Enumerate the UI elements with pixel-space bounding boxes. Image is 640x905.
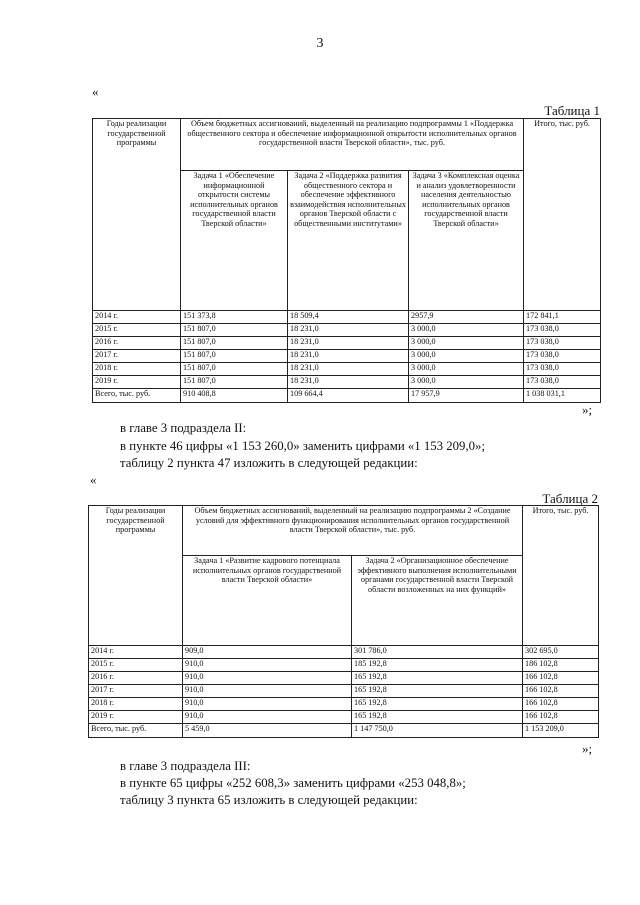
value-cell: 910,0	[183, 659, 352, 672]
total-cell: 172 841,1	[524, 311, 601, 324]
value-cell: 165 192,8	[352, 672, 523, 685]
table-row	[93, 350, 601, 363]
table-row	[93, 337, 601, 350]
total-cell: 302 695,0	[523, 646, 599, 659]
table-row	[93, 311, 601, 324]
table2-task-2: Задача 2 «Организационное обеспечение эффективного выполнения исполнительными органами государственной власти Тверской области возложенных на них функций»	[352, 556, 523, 646]
year-cell: 2018 г.	[93, 363, 181, 376]
value-cell: 910,0	[183, 711, 352, 724]
value-cell: 301 786,0	[352, 646, 523, 659]
table-row-total	[93, 389, 601, 403]
value-cell: 3 000,0	[409, 350, 524, 363]
total-cell: 166 102,8	[523, 711, 599, 724]
paragraph-line: таблицу 2 пункта 47 изложить в следующей редакции:	[120, 456, 418, 470]
paragraph-line: таблицу 3 пункта 65 изложить в следующей редакции:	[120, 793, 418, 807]
table-row	[93, 376, 601, 389]
value-cell: 18 231,0	[288, 337, 409, 350]
year-cell: 2014 г.	[89, 646, 183, 659]
page-number: 3	[316, 36, 324, 51]
value-cell: 3 000,0	[409, 376, 524, 389]
value-cell: 151 807,0	[181, 376, 288, 389]
value-cell: 3 000,0	[409, 363, 524, 376]
value-cell: 165 192,8	[352, 685, 523, 698]
table1-task-2: Задача 2 «Поддержка развития общественного сектора и обеспечение эффективного взаимодействия исполнительных органов Тверской области с общественными институтами»	[288, 171, 409, 311]
table-row	[93, 363, 601, 376]
paragraph-line: в главе 3 подраздела II:	[120, 421, 247, 435]
value-cell: 2957,9	[409, 311, 524, 324]
value-cell: 18 231,0	[288, 324, 409, 337]
table-row	[89, 685, 599, 698]
value-cell: 165 192,8	[352, 711, 523, 724]
value-cell: 909,0	[183, 646, 352, 659]
total-cell: 186 102,8	[523, 659, 599, 672]
total-cell: 166 102,8	[523, 672, 599, 685]
value-cell: 151 807,0	[181, 350, 288, 363]
total-cell: 1 153 209,0	[523, 724, 599, 738]
value-cell: 17 957,9	[409, 389, 524, 403]
value-cell: 910,0	[183, 698, 352, 711]
year-cell: 2017 г.	[93, 350, 181, 363]
total-cell: 173 038,0	[524, 337, 601, 350]
table1-header-volume: Объем бюджетных ассигнований, выделенный на реализацию подпрограммы 1 «Поддержка общественного сектора и обеспечение информационной открытости исполнительных органов государственной власти Тверской области», тыс. руб.	[181, 119, 524, 171]
value-cell: 3 000,0	[409, 337, 524, 350]
table-row	[93, 324, 601, 337]
close-quote-1: »;	[582, 402, 593, 417]
value-cell: 151 807,0	[181, 324, 288, 337]
year-cell: 2019 г.	[93, 376, 181, 389]
year-cell: 2015 г.	[93, 324, 181, 337]
table1-task-1: Задача 1 «Обеспечение информационной открытости системы исполнительных органов государственной власти Тверской области»	[181, 171, 288, 311]
total-cell: 1 038 031,1	[524, 389, 601, 403]
total-cell: 166 102,8	[523, 698, 599, 711]
value-cell: 109 664,4	[288, 389, 409, 403]
total-cell: 173 038,0	[524, 363, 601, 376]
value-cell: 910,0	[183, 685, 352, 698]
total-cell: 173 038,0	[524, 350, 601, 363]
value-cell: 151 373,8	[181, 311, 288, 324]
paragraph-line: в пункте 65 цифры «252 608,3» заменить цифрами «253 048,8»;	[120, 776, 466, 790]
year-cell: Всего, тыс. руб.	[89, 724, 183, 738]
value-cell: 1 147 750,0	[352, 724, 523, 738]
value-cell: 18 231,0	[288, 350, 409, 363]
table1-caption: Таблица 1	[544, 103, 600, 118]
total-cell: 173 038,0	[524, 376, 601, 389]
value-cell: 151 807,0	[181, 337, 288, 350]
value-cell: 151 807,0	[181, 363, 288, 376]
table-row	[89, 672, 599, 685]
table1-header-total: Итого, тыс. руб.	[524, 119, 601, 311]
table2-caption: Таблица 2	[542, 491, 598, 506]
table1	[92, 118, 601, 403]
value-cell: 185 192,8	[352, 659, 523, 672]
value-cell: 910 408,8	[181, 389, 288, 403]
table2-header-volume: Объем бюджетных ассигнований, выделенный на реализацию подпрограммы 2 «Создание условий для эффективного функционирования исполнительных органов государственной власти Тверской области», тыс. руб.	[183, 506, 523, 556]
table-row	[89, 698, 599, 711]
table1-task-3: Задача 3 «Комплексная оценка и анализ удовлетворенности населения деятельностью исполнительных органов государственной власти Тверской области»	[409, 171, 524, 311]
close-quote-2: »;	[582, 741, 593, 756]
table2-header-years: Годы реализации государственной программы	[89, 506, 183, 646]
year-cell: 2019 г.	[89, 711, 183, 724]
value-cell: 18 509,4	[288, 311, 409, 324]
value-cell: 910,0	[183, 672, 352, 685]
table1-header-years: Годы реализации государственной программы	[93, 119, 181, 311]
table2-header-total: Итого, тыс. руб.	[523, 506, 599, 646]
table-row-total	[89, 724, 599, 738]
year-cell: 2016 г.	[89, 672, 183, 685]
paragraph-line: в пункте 46 цифры «1 153 260,0» заменить цифрами «1 153 209,0»;	[120, 439, 486, 453]
paragraph-line: в главе 3 подраздела III:	[120, 759, 251, 773]
total-cell: 173 038,0	[524, 324, 601, 337]
value-cell: 18 231,0	[288, 363, 409, 376]
table2-task-1: Задача 1 «Развитие кадрового потенциала исполнительных органов государственной власти Тверской области»	[183, 556, 352, 646]
table-row	[89, 659, 599, 672]
table-row	[89, 646, 599, 659]
total-cell: 166 102,8	[523, 685, 599, 698]
value-cell: 5 459,0	[183, 724, 352, 738]
year-cell: 2016 г.	[93, 337, 181, 350]
table2	[88, 505, 599, 738]
open-quote-1: «	[92, 84, 99, 99]
table-row	[89, 711, 599, 724]
open-quote-2: «	[90, 472, 97, 487]
year-cell: 2018 г.	[89, 698, 183, 711]
value-cell: 165 192,8	[352, 698, 523, 711]
year-cell: 2014 г.	[93, 311, 181, 324]
year-cell: Всего, тыс. руб.	[93, 389, 181, 403]
year-cell: 2015 г.	[89, 659, 183, 672]
value-cell: 3 000,0	[409, 324, 524, 337]
value-cell: 18 231,0	[288, 376, 409, 389]
year-cell: 2017 г.	[89, 685, 183, 698]
